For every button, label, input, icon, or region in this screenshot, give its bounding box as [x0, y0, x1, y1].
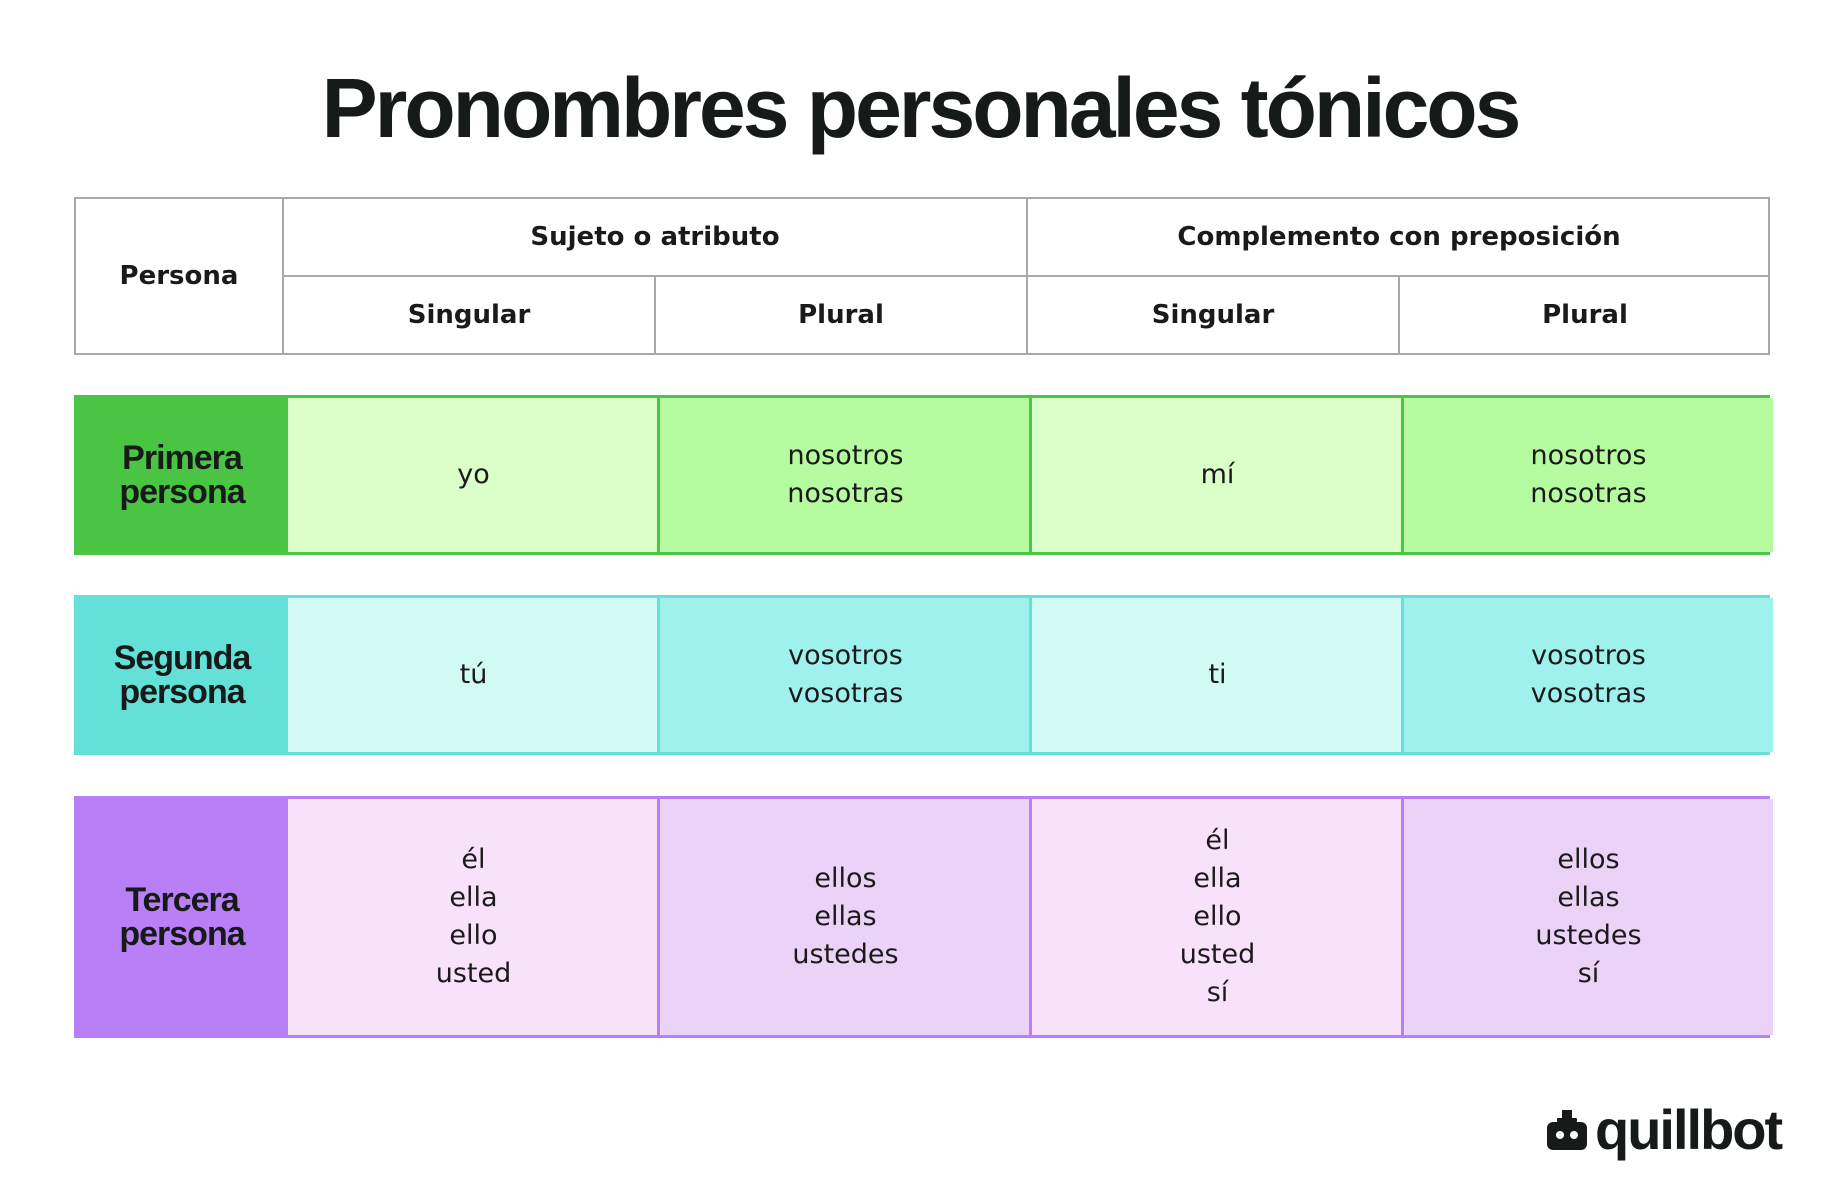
- header-complement-singular: Singular: [1028, 277, 1400, 353]
- cell-segunda-subject-plural: vosotros vosotras: [657, 598, 1031, 752]
- row-label-primera: Primera persona: [77, 398, 287, 552]
- table-row-primera: [74, 395, 1770, 555]
- row-label-tercera: Tercera persona: [77, 799, 287, 1035]
- cell-primera-complement-plural: nosotros nosotras: [1401, 398, 1773, 552]
- header-subject-plural: Plural: [656, 277, 1028, 353]
- table-row-segunda: [74, 595, 1770, 755]
- header-group-complement: Complemento con preposición: [1028, 199, 1770, 277]
- header-group-subject: Sujeto o atributo: [284, 199, 1028, 277]
- cell-segunda-complement-singular: ti: [1029, 598, 1403, 752]
- cell-tercera-subject-singular: él ella ello usted: [285, 799, 659, 1035]
- header-subject-singular: Singular: [284, 277, 656, 353]
- table-header: [74, 197, 1770, 355]
- table-row-tercera: [74, 796, 1770, 1038]
- cell-primera-subject-plural: nosotros nosotras: [657, 398, 1031, 552]
- cell-tercera-subject-plural: ellos ellas ustedes: [657, 799, 1031, 1035]
- cell-primera-complement-singular: mí: [1029, 398, 1403, 552]
- cell-segunda-complement-plural: vosotros vosotras: [1401, 598, 1773, 752]
- header-persona: Persona: [76, 199, 284, 353]
- cell-tercera-complement-singular: él ella ello usted sí: [1029, 799, 1403, 1035]
- header-complement-plural: Plural: [1542, 300, 1628, 330]
- cell-tercera-complement-plural: ellos ellas ustedes sí: [1401, 799, 1773, 1035]
- page-title: Pronombres personales tónicos: [321, 61, 1519, 155]
- quillbot-wordmark: quillbot: [1595, 1098, 1782, 1161]
- quillbot-logo: [1545, 1100, 1781, 1160]
- cell-primera-subject-singular: yo: [285, 398, 659, 552]
- quillbot-robot-icon: [1545, 1108, 1589, 1152]
- row-label-segunda: Segunda persona: [77, 598, 287, 752]
- cell-segunda-subject-singular: tú: [285, 598, 659, 752]
